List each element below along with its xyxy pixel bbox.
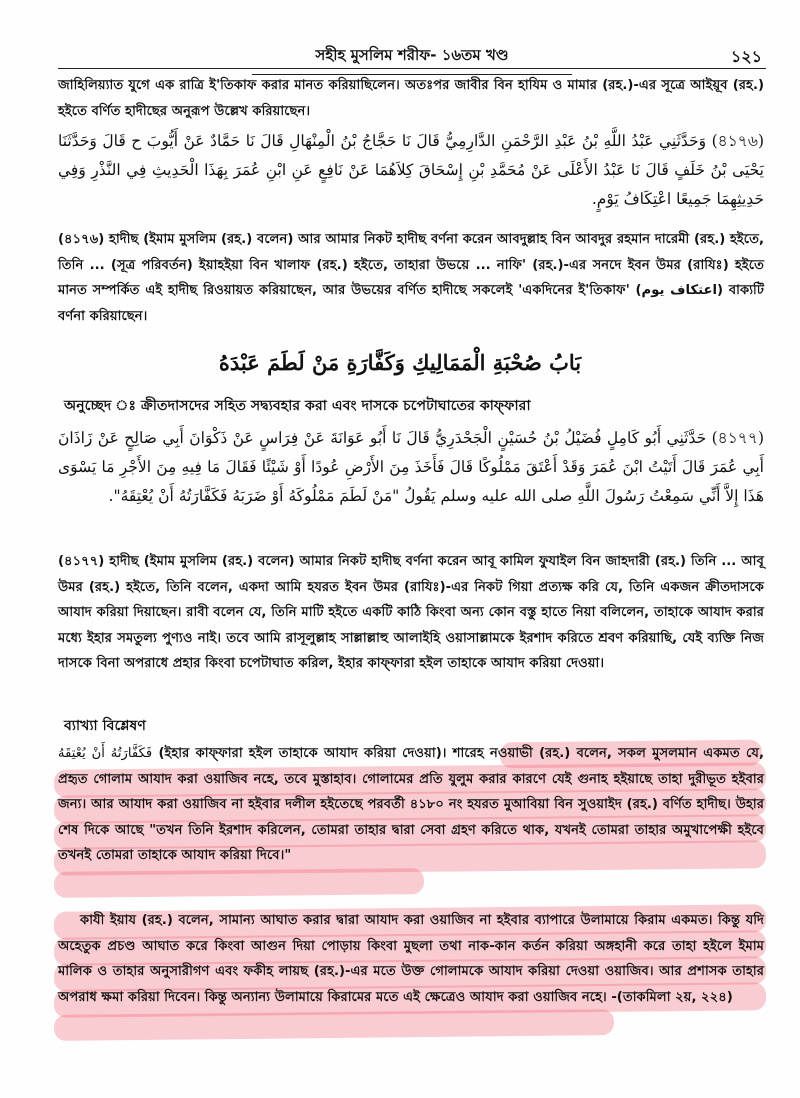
chapter-title-arabic: بَابُ صُحْبَةِ الْمَمَالِيكِ وَكَفَّارَةِ مَنْ لَطَمَ عَبْدَهُ bbox=[218, 350, 582, 375]
hadith-4176-arabic: (৪১৭৬) وَحَدَّثَنِي عَبْدُ اللَّهِ بْنُ عَبْدِ الرَّحْمَنِ الدَّارِمِيُّ قَالَ نَا حَجَّاجُ بْنُ الْمِنْهَالِ قَالَ نَا حَمَّادٌ عَنْ أَيُّوبَ ح قَالَ وَحَدَّثَنَا يَحْيَى بْنُ خَلَفٍ قَالَ نَا عَبْدُ الأَعْلَى عَنْ مُحَمَّدِ بْنِ إِسْحَاقَ كِلاَهُمَا عَنْ نَافِعٍ عَنِ ابْنِ عُمَرَ بِهَذَا الْحَدِيثِ فِي النَّذْرِ وَفِي حَدِيثِهِمَا جَمِيعًا اعْتِكَافُ يَوْمٍ. bbox=[58, 132, 764, 208]
hadith-4177-bengali: (৪১৭৭) হাদীছ (ইমাম মুসলিম (রহ.) বলেন) আমার নিকট হাদীছ বর্ণনা করেন আবূ কামিল ফুযাইল বিন জাহদারী (রহ.) তিনি ... আবূ উমর (রহ.) হইতে, তিনি বলেন, একদা আমি হযরত ইবন উমর (রাযিঃ)-এর নিকট গিয়া প্রত্যক্ষ করি যে, তিনি একজন ক্রীতদাসকে আযাদ করিয়া দিয়াছেন। রাবী বলেন যে, তিনি মাটি হইতে একটি কাঠি কিংবা অন্য কোন বস্তু হাতে নিয়া বলিলেন, তাহাকে আযাদ করার মধ্যে ইহার সমতুল্য পুণ্যও নাই। তবে আমি রাসূলুল্লাহ সাল্লাল্লাহু আলাইহি ওয়াসাল্লামকে ইরশাদ করিতে শ্রবণ করিয়াছি, যেই ব্যক্তি নিজ দাসকে বিনা অপরাধে প্রহার কিংবা চপেটাঘাত করিল, ইহার কাফ্ফারা হইল তাহাকে আযাদ করিয়া দেওয়া। bbox=[58, 554, 764, 671]
intro-paragraph: জাহিলিয়্যাত যুগে এক রাত্রি ই'তিকাফ করার মানত করিয়াছিলেন। অতঃপর জাবীর বিন হাযিম ও মামার (রহ.)-এর সূত্রে আইয়ূব (রহ.) হইতে বর্ণিত হাদীছের অনুরূপ উল্লেখ করিয়াছেন। bbox=[58, 78, 764, 119]
page-header bbox=[58, 40, 766, 69]
explanation-paragraph-2: কাযী ইয়ায (রহ.) বলেন, সামান্য আঘাত করার দ্বারা আযাদ করা ওয়াজিব না হইবার ব্যাপারে উলামায়ে কিরাম একমত। কিন্তু যদি অহেতুক প্রচণ্ড আঘাত করে কিংবা আগুন দিয়া পোড়ায় কিংবা মুছলা তথা নাক-কান কর্তন করিয়া অঙ্গহানী করে তাহা হইলে ইমাম মালিক ও তাহার অনুসারীগণ এবং ফকীহ লায়ছ (রহ.)-এর মতে উক্ত গোলামকে আযাদ করিয়া দেওয়া ওয়াজিব। আর প্রশাসক তাহার অপরাধ ক্ষমা করিয়া দিবেন। কিন্তু অন্যান্য উলামায়ে কিরামের মতে এই ক্ষেত্রেও আযাদ করা ওয়াজিব নহে। -(তাকমিলা ২য়, ২২৪) bbox=[58, 913, 764, 1005]
book-title: সহীহ মুসলিম শরীফ- ১৬তম খণ্ড bbox=[58, 44, 766, 69]
highlight-mark bbox=[54, 868, 424, 898]
highlight-mark bbox=[54, 1009, 614, 1041]
chapter-heading-bengali: অনুচ্ছেদ ঃ ক্রীতদাসদের সহিত সদ্ব্যবহার করা এবং দাসকে চপেটাঘাতের কাফ্ফারা bbox=[64, 398, 531, 414]
hadith-4177-arabic: (৪১৭৭) حَدَّثَنِي أَبُو كَامِلٍ فُضَيْلُ بْنُ حُسَيْنٍ الْجَحْدَرِيُّ قَالَ نَا أَبُو عَوَانَةَ عَنْ فِرَاسٍ عَنْ ذَكْوَانَ أَبِي صَالِحٍ عَنْ زَاذَانَ أَبِي عُمَرَ قَالَ أَتَيْتُ ابْنَ عُمَرَ وَقَدْ أَعْتَقَ مَمْلُوكًا قَالَ فَأَخَذَ مِنَ الأَرْضِ عُودًا أَوْ شَيْئًا فَقَالَ مَا فِيهِ مِنَ الأَجْرِ مَا يَسْوَى هَذَا إِلاَّ أَنِّي سَمِعْتُ رَسُولَ اللَّهِ صلى الله عليه وسلم يَقُولُ "مَنْ لَطَمَ مَمْلُوكَهُ أَوْ ضَرَبَهُ فَكَفَّارَتُهُ أَنْ يُعْتِقَهُ". bbox=[58, 429, 764, 505]
explanation-heading: ব্যাখ্যা বিশ্লেষণ bbox=[64, 718, 146, 734]
hadith-4176-bengali: (৪১৭৬) হাদীছ (ইমাম মুসলিম (রহ.) বলেন) আর আমার নিকট হাদীছ বর্ণনা করেন আবদুল্লাহ বিন আবদুর রহমান দারেমী (রহ.) হইতে, তিনি ... (সূত্র পরিবর্তন) ইয়াহইয়া বিন খালাফ (রহ.) হইতে, তাহারা উভয়ে ... নাফি' (রহ.)-এর সনদে ইবন উমর (রাযিঃ) হইতে মানত সম্পর্কিত এই হাদীছ রিওয়ায়ত করিয়াছেন, আর উভয়ের বর্ণিত হাদীছে সকলেই 'একদিনের ই'তিকাফ' (اعتكاف يوم) বাক্যটি বর্ণনা করিয়াছেন। bbox=[58, 232, 765, 324]
page-number: ১২১ bbox=[730, 47, 762, 66]
explanation-paragraph-1 bbox=[58, 741, 764, 869]
explanation-paragraph-1-text: (ইহার কাফ্ফারা হইল তাহাকে আযাদ করিয়া দেওয়া)। শারেহ নওয়াভী (রহ.) বলেন, সকল মুসলমান একমত যে, প্রহৃত গোলাম আযাদ করা ওয়াজিব নহে, তবে মুস্তাহাব। গোলামের প্রতি যুলুম করার কারণে যেই গুনাহ হইয়াছে তাহা দুরীভূত হইবার জন্য। আর আযাদ করা ওয়াজিব না হইবার দলীল হইতেছে পরবর্তী ৪১৮০ নং হযরত মুআবিয়া বিন সুওয়াইদ (রহ.) বর্ণিত হাদীছ। উহার শেষ দিকে আছে "তখন তিনি ইরশাদ করিলেন, তোমরা তাহার দ্বারা সেবা গ্রহণ করিতে থাক, যখনই তোমরা তাহার অমুখাপেক্ষী হইবে তখনই তোমরা তাহাকে আযাদ করিয়া দিবে।" bbox=[58, 746, 764, 863]
explanation-quote-arabic: فَكَفَّارَتُهُ أَنْ يُعْتِقَهُ bbox=[58, 746, 153, 761]
